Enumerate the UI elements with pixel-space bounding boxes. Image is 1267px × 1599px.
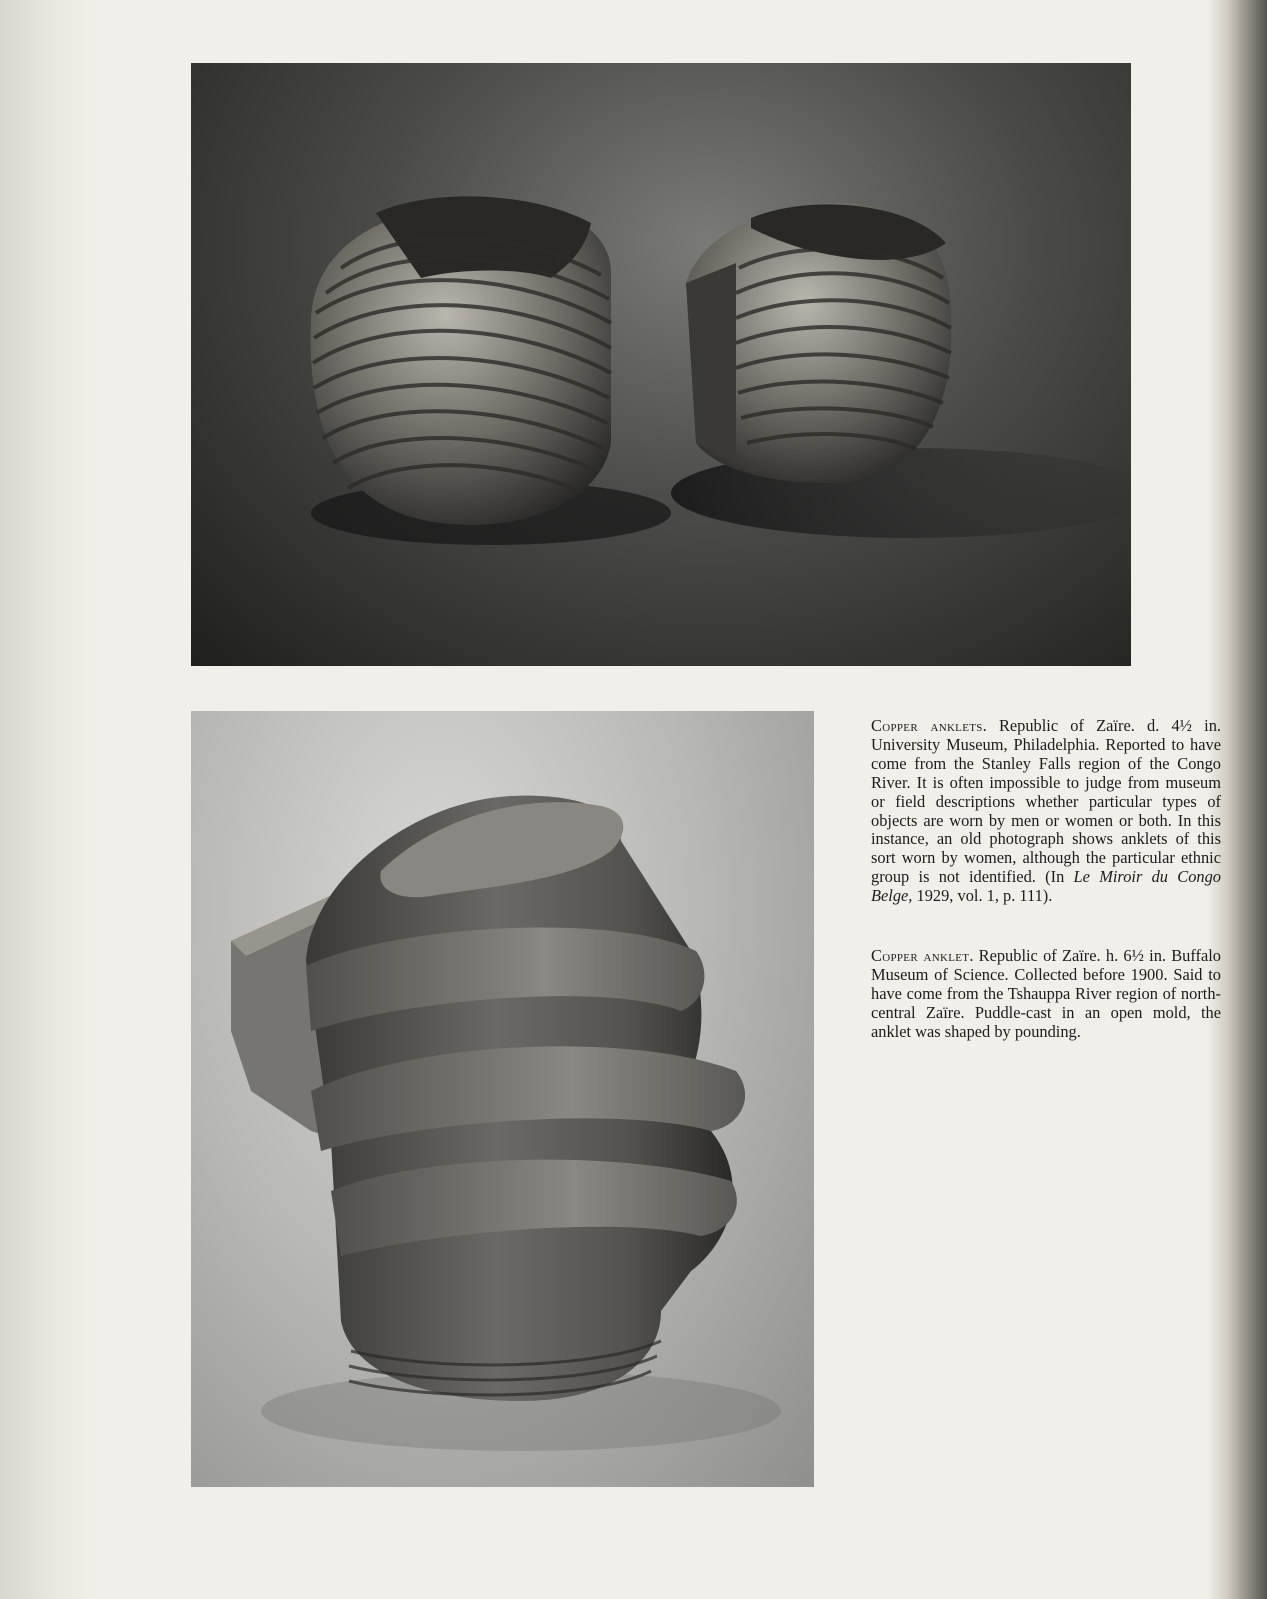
caption-title: Copper anklets — [871, 716, 983, 735]
caption-copper-anklet — [871, 947, 1221, 1042]
photo-copper-anklets-pair — [191, 63, 1131, 666]
photo-copper-anklet-single — [191, 711, 814, 1487]
caption-copper-anklets — [871, 717, 1221, 906]
caption-body: . Republic of Zaïre. d. 4½ in. University Museum, Philadelphia. Reported to have come from the Stanley Falls region of the Congo River. It is often impossible to judge from museum or field descriptions whether particular types of objects are worn by men or women or both. In this instance, an old photograph shows anklets of this sort worn by women, although the particular ethnic group is not identified. (In — [871, 716, 1221, 887]
caption-body: . Republic of Zaïre. h. 6½ in. Buffalo Museum of Science. Collected before 1900. Said to have come from the Tshauppa River region of north-central Zaïre. Puddle-cast in an open mold, the anklet was shaped by pounding. — [871, 946, 1222, 1041]
caption-citation: Le Miroir du Congo Belge, — [871, 867, 1221, 906]
left-anklet-shape — [311, 196, 611, 525]
caption-body-end: 1929, vol. 1, p. 111). — [912, 886, 1053, 906]
page-gutter-shadow — [0, 0, 100, 1599]
right-anklet-shape — [686, 203, 951, 483]
caption-title: Copper anklet — [871, 946, 970, 965]
